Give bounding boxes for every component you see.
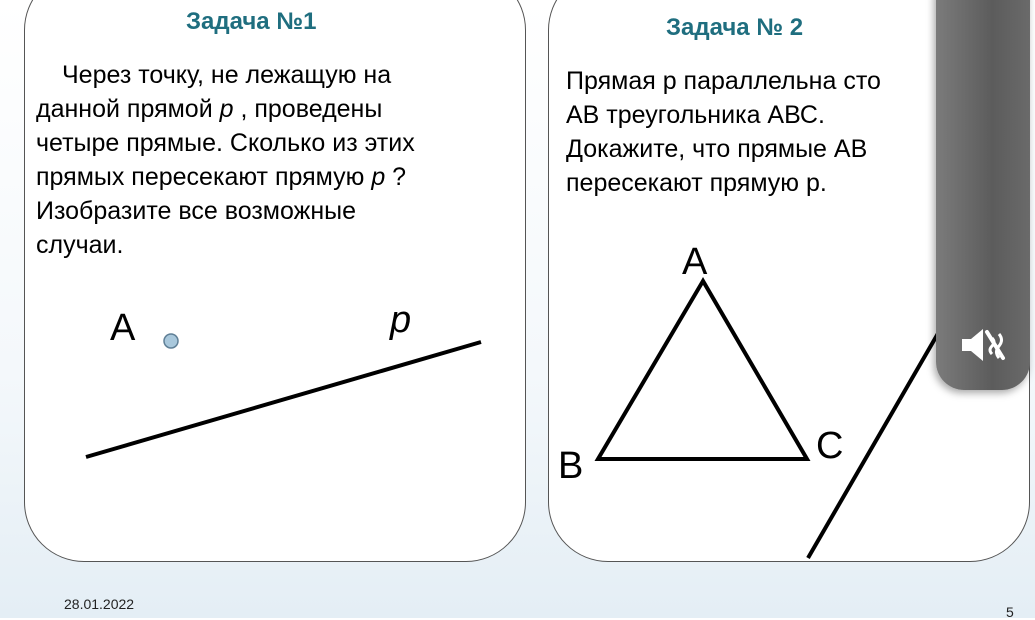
- task2-line: Докажите, что прямые АВ: [566, 135, 868, 163]
- variable-p: р: [371, 163, 386, 191]
- volume-mute-icon[interactable]: [958, 322, 1008, 368]
- line-p-label: р: [390, 299, 412, 341]
- slide-number: 5: [1006, 604, 1014, 620]
- task1-line: Изобразите все возможные: [36, 197, 356, 225]
- point-a-label: А: [110, 307, 136, 349]
- task1-line: прямых пересекают прямую: [36, 163, 372, 191]
- vertex-b-label: В: [558, 445, 584, 487]
- slide-date: 28.01.2022: [64, 596, 135, 612]
- task1-line: Через точку, не лежащую на: [62, 61, 392, 89]
- task1-title: Задача №1: [186, 8, 317, 35]
- point-a: [164, 334, 178, 348]
- task1-line: ?: [385, 163, 407, 191]
- task1-line: данной прямой: [36, 95, 220, 123]
- task1-line: четыре прямые. Сколько из этих: [36, 129, 415, 157]
- vertex-a-label: А: [682, 241, 708, 283]
- vertex-c-label: С: [816, 425, 844, 467]
- task2-title: Задача № 2: [666, 14, 804, 41]
- task2-line: АВ треугольника АВС.: [566, 101, 825, 129]
- line-p: [86, 342, 481, 457]
- variable-p: р: [219, 95, 234, 123]
- task1-line: случаи.: [36, 231, 124, 259]
- triangle-abc: [598, 281, 807, 459]
- task2-line: Прямая р параллельна сто: [566, 67, 881, 95]
- task2-line: пересекают прямую р.: [566, 169, 827, 197]
- task1-line: , проведены: [233, 95, 383, 123]
